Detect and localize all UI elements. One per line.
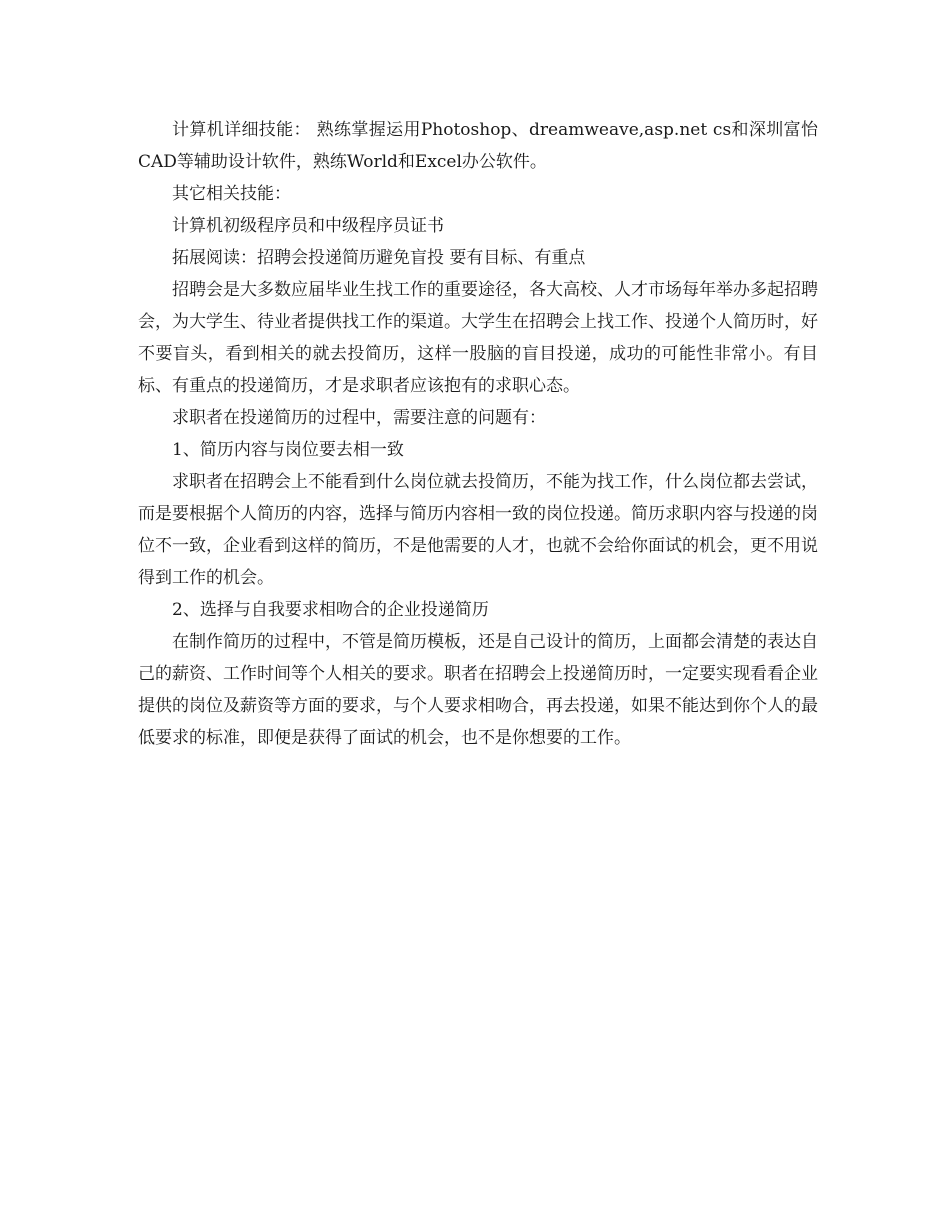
paragraph-point-2-body: 在制作简历的过程中，不管是简历模板，还是自己设计的简历，上面都会清楚的表达自己的薪资、工作时间等个人相关的要求。职者在招聘会上投递简历时，一定要实现看看企业提供的岗位及薪资等方面的要求，与个人要求相吻合，再去投递，如果不能达到你个人的最低要求的标准，即便是获得了面试的机会，也不是你想要的工作。 <box>138 632 818 748</box>
paragraph-job-fair-intro: 招聘会是大多数应届毕业生找工作的重要途径，各大高校、人才市场每年举办多起招聘会，为大学生、待业者提供找工作的渠道。大学生在招聘会上找工作、投递个人简历时，好不要盲头，看到相关的就去投简历，这样一股脑的盲目投递，成功的可能性非常小。有目标、有重点的投递简历，才是求职者应该抱有的求职心态。 <box>138 280 818 396</box>
paragraph-extended-reading-title: 拓展阅读：招聘会投递简历避免盲投 要有目标、有重点 <box>172 248 586 268</box>
paragraph-point-1-body: 求职者在招聘会上不能看到什么岗位就去投简历，不能为找工作，什么岗位都去尝试，而是要根据个人简历的内容，选择与简历内容相一致的岗位投递。简历求职内容与投递的岗位不一致，企业看到这样的简历，不是他需要的人才，也就不会给你面试的机会，更不用说得到工作的机会。 <box>138 472 818 588</box>
paragraph-point-2-heading: 2、选择与自我要求相吻合的企业投递简历 <box>172 600 489 620</box>
paragraph-certificates: 计算机初级程序员和中级程序员证书 <box>172 216 444 236</box>
paragraph-point-1-heading: 1、简历内容与岗位要去相一致 <box>172 440 404 460</box>
paragraph-attention-points: 求职者在投递简历的过程中，需要注意的问题有： <box>172 408 546 428</box>
paragraph-other-skills-heading: 其它相关技能： <box>172 184 291 204</box>
document-page <box>138 114 818 754</box>
paragraph-computer-skills: 计算机详细技能： 熟练掌握运用Photoshop、dreamweave,asp.net cs和深圳富怡CAD等辅助设计软件，熟练World和Excel办公软件。 <box>138 120 818 172</box>
